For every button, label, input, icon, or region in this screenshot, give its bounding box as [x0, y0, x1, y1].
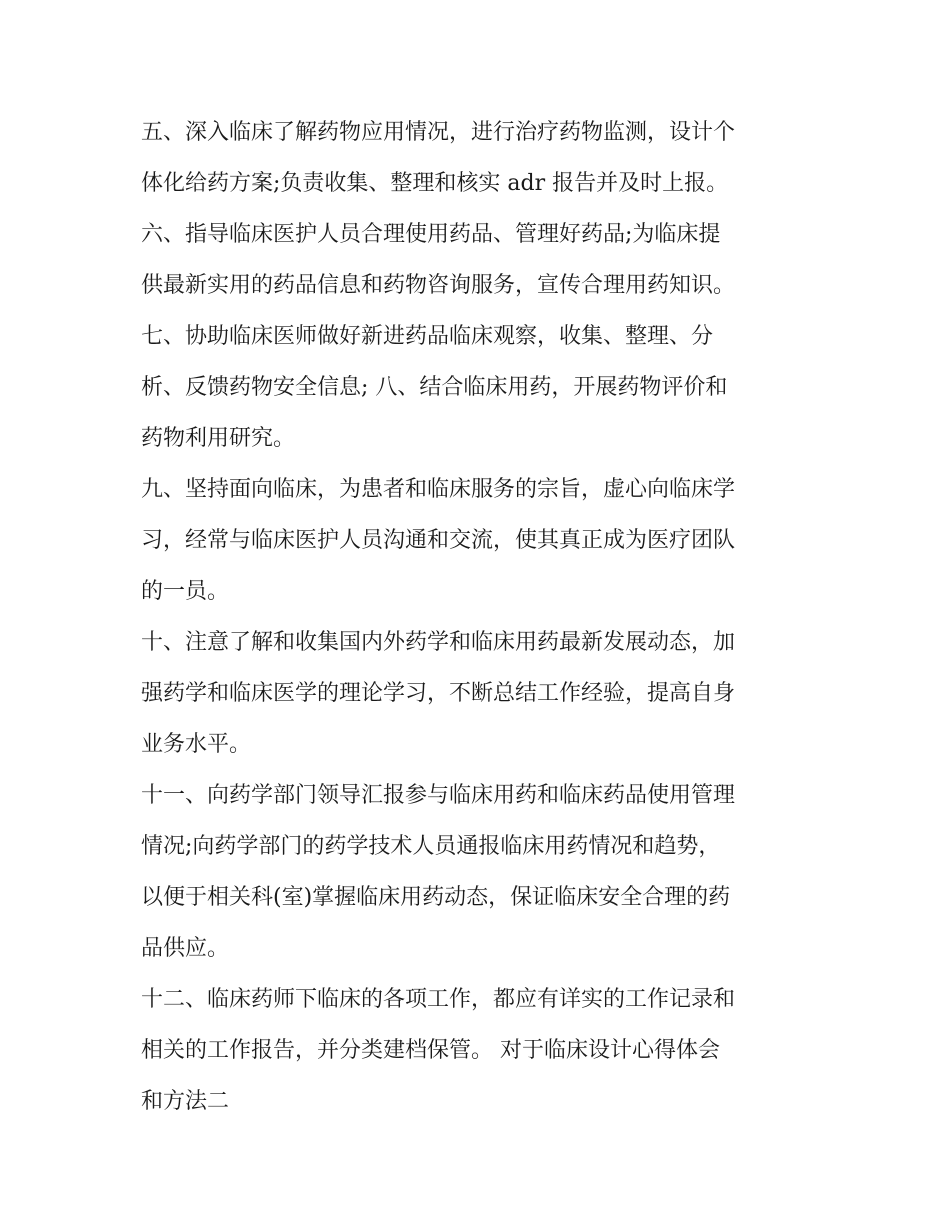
text-line: 相关的工作报告，并分类建档保管。 对于临床设计心得体会 — [141, 1038, 720, 1063]
text-line: 习，经常与临床医护人员沟通和交流，使其真正成为医疗团队 — [141, 528, 736, 553]
document-body — [141, 107, 817, 1127]
text-line: 情况;向药学部门的药学技术人员通报临床用药情况和趋势， — [141, 834, 721, 859]
text-line: 五、深入临床了解药物应用情况，进行治疗药物监测，设计个 — [141, 120, 736, 145]
text-line: 强药学和临床医学的理论学习，不断总结工作经验，提高自身 — [141, 681, 736, 706]
text-line: 的一员。 — [141, 579, 230, 604]
text-line: 业务水平。 — [141, 732, 252, 757]
text-line: 九、坚持面向临床，为患者和临床服务的宗旨，虚心向临床学 — [141, 477, 736, 502]
text-line: 析、反馈药物安全信息; 八、结合临床用药，开展药物评价和 — [141, 375, 728, 400]
text-line: 六、指导临床医护人员合理使用药品、管理好药品;为临床提 — [141, 222, 721, 247]
text-line: 药物利用研究。 — [141, 426, 296, 451]
text-line: 体化给药方案;负责收集、整理和核实 adr 报告并及时上报。 — [141, 171, 729, 196]
text-line: 品供应。 — [141, 936, 230, 961]
text-line: 十一、向药学部门领导汇报参与临床用药和临床药品使用管理 — [141, 783, 736, 808]
text-line: 七、协助临床医师做好新进药品临床观察，收集、整理、分 — [141, 324, 714, 349]
text-line: 以便于相关科(室)掌握临床用药动态，保证临床安全合理的药 — [141, 885, 731, 910]
text-line: 和方法二 — [141, 1089, 230, 1114]
text-line: 十二、临床药师下临床的各项工作，都应有详实的工作记录和 — [141, 987, 736, 1012]
text-line: 供最新实用的药品信息和药物咨询服务，宣传合理用药知识。 — [141, 273, 736, 298]
text-line: 十、注意了解和收集国内外药学和临床用药最新发展动态，加 — [141, 630, 736, 655]
